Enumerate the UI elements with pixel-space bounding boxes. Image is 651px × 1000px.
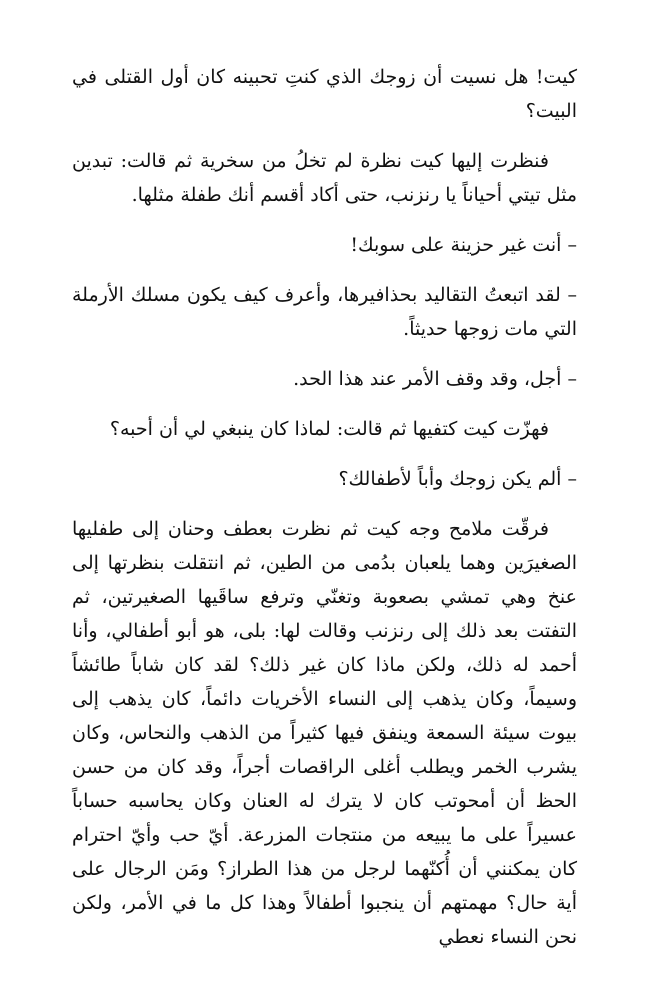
dialogue-line-4: – ألم يكن زوجك وأباً لأطفالك؟ <box>338 468 577 490</box>
paragraph-2: فنظرت إليها كيت نظرة لم تخلُ من سخرية ثم قالت: تبدين مثل تيتي أحياناً يا رنزنب، حتى أكاد أقسم أنك طفلة مثلها. <box>72 150 577 206</box>
paragraph-4: فرقّت ملامح وجه كيت ثم نظرت بعطف وحنان إلى طفليها الصغيرَين وهما يلعبان بدُمى من الطين، ثم انتقلت بنظرتها إلى عنخ وهي تمشي بصعوبة وتغنّي وترفع ساقَيها الصغيرتين، ثم التفتت بعد ذلك إلى رنزنب وقالت لها: بلى، هو أبو أطفالي، وأنا أحمد له ذلك، ولكن ماذا كان غير ذلك؟ لقد كان شاباً طائشاً وسيماً، وكان يذهب إلى النساء الأخريات دائماً، كان يذهب إلى بيوت سيئة السمعة وينفق فيها كثيراً من الذهب والنحاس، وكان يشرب الخمر ويطلب أغلى الراقصات أجراً، وقد كان من حسن الحظ أن أمحوتب كان لا يترك له العنان وكان يحاسبه حساباً عسيراً على ما يبيعه من منتجات المزرعة. أيّ حب وأيّ احترام كان يمكنني أن أُكنّهما لرجل من هذا الطراز؟ ومَن الرجال على أية حال؟ مهمتهم أن ينجبوا أطفالاً وهذا كل ما في الأمر، ولكن نحن النساء نعطي <box>72 518 578 948</box>
dialogue-line-2: – لقد اتبعتُ التقاليد بحذافيرها، وأعرف كيف يكون مسلك الأرملة التي مات زوجها حديثاً. <box>72 284 577 340</box>
paragraph-1: كيت! هل نسيت أن زوجك الذي كنتِ تحبينه كان أول القتلى في البيت؟ <box>72 66 577 122</box>
dialogue-line-3: – أجل، وقد وقف الأمر عند هذا الحد. <box>293 368 577 390</box>
paragraph-3: فهزّت كيت كتفيها ثم قالت: لماذا كان ينبغي لي أن أحبه؟ <box>109 418 549 440</box>
dialogue-line-1: – أنت غير حزينة على سوبك! <box>350 234 577 256</box>
